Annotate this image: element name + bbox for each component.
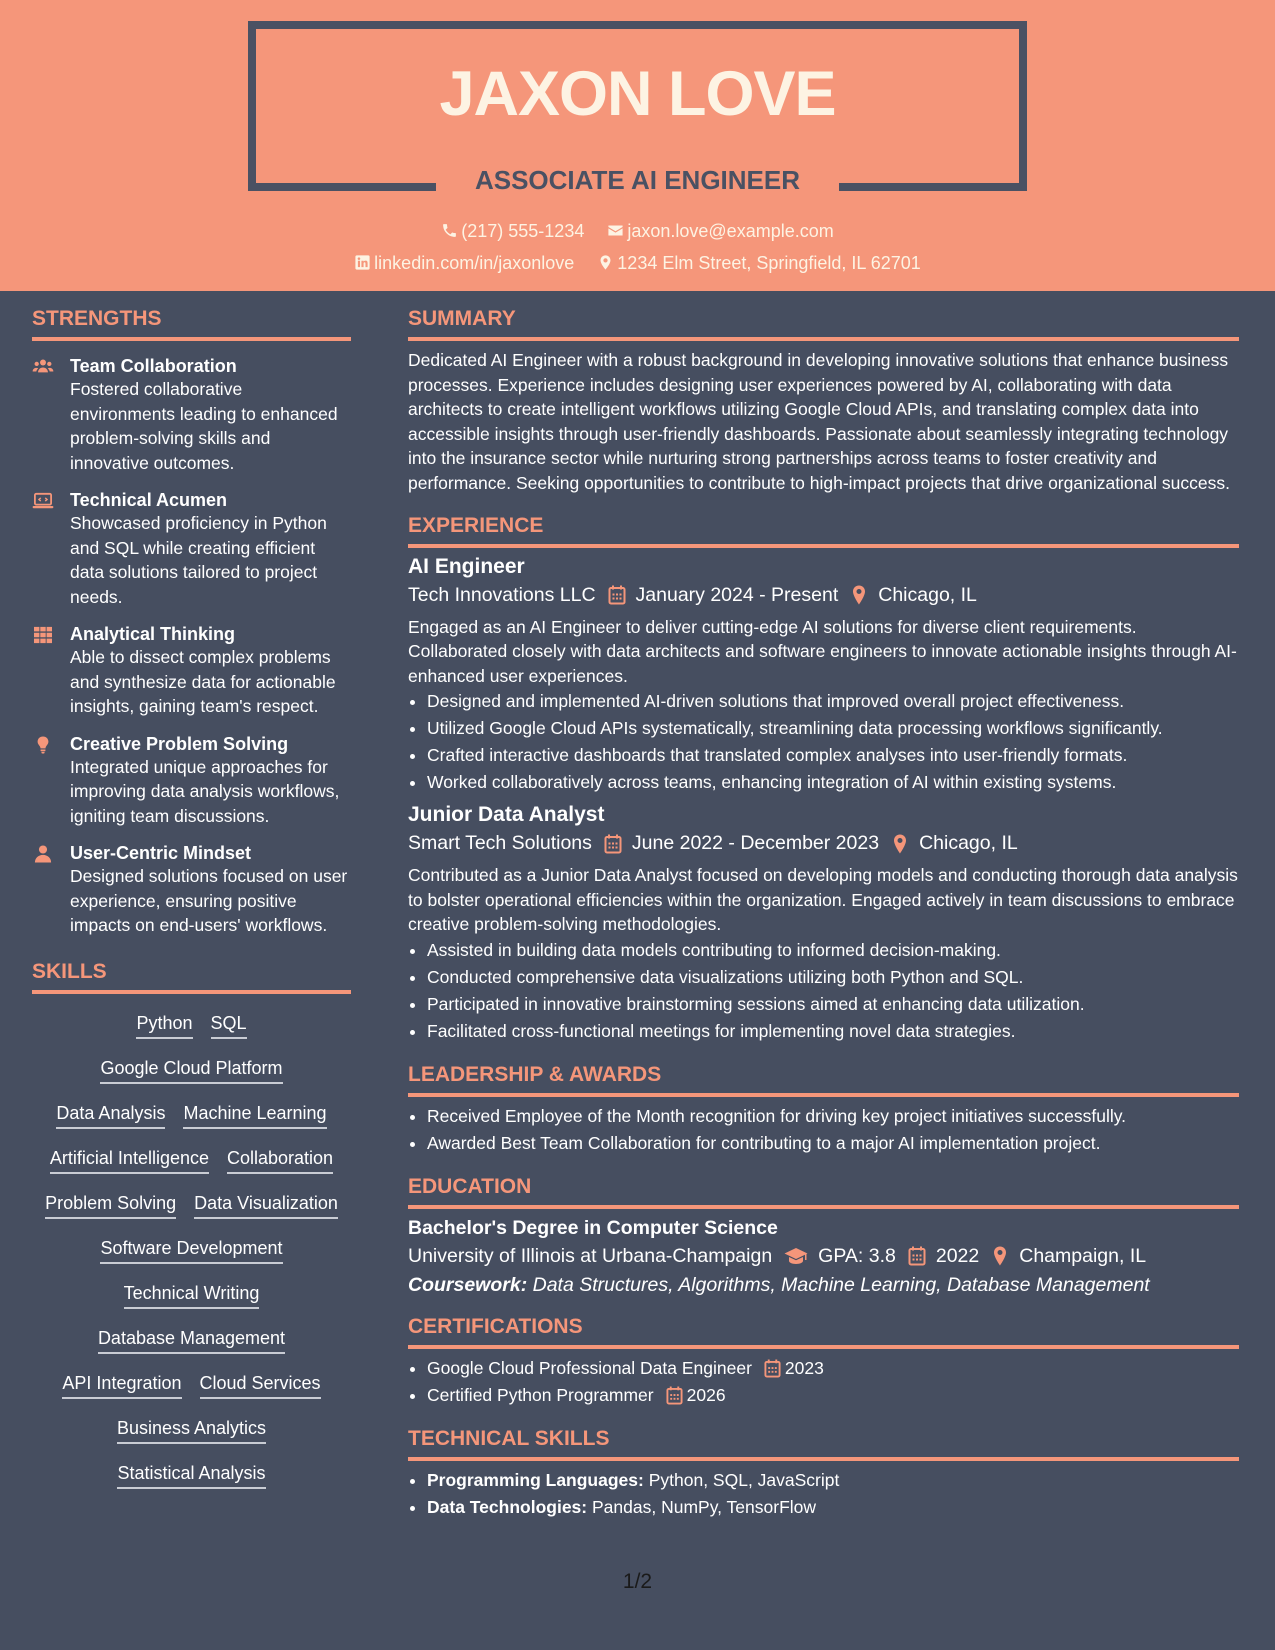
job-bullet: • Crafted interactive dashboards that translated complex analyses into user-friendly formats.: [427, 742, 1239, 769]
cert-year: 2026: [686, 1384, 726, 1405]
calendar-icon: [604, 834, 622, 854]
award-item: • Awarded Best Team Collaboration for contributing to a major AI implementation project.: [427, 1130, 1239, 1157]
strength-item: [32, 623, 351, 719]
tech-skill-item: [427, 1467, 1239, 1494]
strength-desc: Showcased proficiency in Python and SQL while creating efficient data solutions tailored to project needs.: [70, 513, 327, 607]
degree-title: Bachelor's Degree in Computer Science: [408, 1216, 778, 1239]
page-number: 1/2: [622, 1570, 653, 1593]
strength-title: Creative Problem Solving: [70, 733, 289, 754]
skill-row: [32, 1057, 351, 1102]
lightbulb-icon: [32, 736, 54, 754]
job-company: Smart Tech Solutions: [408, 832, 592, 855]
job-dates: June 2022 - December 2023: [631, 832, 880, 855]
job-description: Engaged as an AI Engineer to deliver cutting-edge AI solutions for diverse client requirements. Collaborated closely with data architects and software engineers to innovate actionable insights through AI-enhanced user experiences.: [408, 616, 1237, 686]
right-column: [408, 307, 1239, 1521]
strength-title: Technical Acumen: [70, 490, 228, 510]
cert-year: 2023: [784, 1357, 824, 1378]
certification-item: [427, 1355, 1239, 1382]
skill-tag: Data Analysis: [56, 1102, 165, 1129]
skill-tag: Business Analytics: [117, 1417, 266, 1444]
tech-skill-value: Python, SQL, JavaScript: [648, 1469, 840, 1490]
address-contact: [597, 253, 921, 274]
skill-tag: SQL: [211, 1012, 247, 1039]
left-column: [32, 307, 351, 1507]
school-location: Champaign, IL: [1019, 1244, 1147, 1267]
strength-desc: Able to dissect complex problems and synthesize data for actionable insights, gaining team's respect.: [70, 647, 336, 716]
graduation-cap-icon: [784, 1246, 808, 1266]
gpa: GPA: 3.8: [818, 1244, 896, 1267]
user-icon: [32, 845, 54, 863]
job-bullet: • Utilized Google Cloud APIs systematically, streamlining data processing workflows significantly.: [427, 715, 1239, 742]
cert-name: • Google Cloud Professional Data Engineer: [427, 1357, 752, 1378]
skills-section: [32, 960, 351, 1507]
skill-tag: Problem Solving: [45, 1192, 176, 1219]
certifications-section: [408, 1315, 1239, 1409]
skill-tag: Collaboration: [227, 1147, 333, 1174]
tech-skill-label: Data Technologies:: [427, 1496, 588, 1517]
skill-tag: Statistical Analysis: [117, 1462, 265, 1489]
job-entry: [408, 803, 1239, 1045]
summary-section: [408, 307, 1239, 496]
experience-heading: EXPERIENCE: [408, 514, 1239, 548]
calendar-icon: [666, 1386, 683, 1405]
phone-contact[interactable]: [441, 221, 584, 242]
skill-row: [32, 1102, 351, 1147]
skill-tag: Python: [136, 1012, 192, 1039]
skills-heading: SKILLS: [32, 960, 351, 994]
cert-name: • Certified Python Programmer: [427, 1384, 654, 1405]
strengths-heading: STRENGTHS: [32, 307, 351, 341]
skill-tag: API Integration: [62, 1372, 181, 1399]
strength-desc: Fostered collaborative environments leading to enhanced problem-solving skills and innovative outcomes.: [70, 379, 338, 473]
tech-skill-value: Pandas, NumPy, TensorFlow: [592, 1496, 817, 1517]
education-heading: EDUCATION: [408, 1175, 1239, 1209]
phone-icon: [441, 222, 458, 239]
skill-row: [32, 1282, 351, 1327]
map-pin-icon: [850, 585, 868, 605]
skill-tag: Software Development: [100, 1237, 282, 1264]
map-pin-icon: [597, 254, 614, 271]
job-meta: [408, 584, 1239, 607]
technical-skills-list: [408, 1467, 1239, 1521]
skill-row: [32, 1327, 351, 1372]
calendar-icon: [608, 585, 626, 605]
phone-text: (217) 555-1234: [461, 221, 585, 241]
summary-text: Dedicated AI Engineer with a robust background in developing innovative solutions that enhance business processes. Experience includes designing user experiences powered by AI, collaborating with data architects to create intelligent workflows utilizing Google Cloud APIs, and translating complex data into accessible insights through user-friendly dashboards. Passionate about seamlessly integrating technology into the insurance sector while nurturing strong partnerships across teams to foster creativity and performance. Seeking opportunities to contribute to high-impact projects that drive organizational success.: [408, 350, 1230, 493]
skill-row: [32, 1192, 351, 1237]
leadership-section: [408, 1063, 1239, 1157]
skill-row: [32, 1417, 351, 1462]
summary-heading: SUMMARY: [408, 307, 1239, 341]
calendar-icon: [908, 1246, 926, 1266]
technical-skills-heading: TECHNICAL SKILLS: [408, 1427, 1239, 1461]
job-title: ASSOCIATE AI ENGINEER: [474, 165, 801, 195]
envelope-icon: [607, 222, 624, 239]
skill-row: [32, 1012, 351, 1057]
job-dates: January 2024 - Present: [635, 583, 839, 606]
job-bullet: • Participated in innovative brainstorming sessions aimed at enhancing data utilization.: [427, 991, 1239, 1018]
certifications-heading: CERTIFICATIONS: [408, 1315, 1239, 1349]
job-location: Chicago, IL: [878, 583, 977, 606]
strength-item: [32, 489, 351, 609]
job-entry: [408, 555, 1239, 797]
map-pin-icon: [891, 834, 909, 854]
email-contact[interactable]: [607, 221, 833, 242]
job-bullet: • Assisted in building data models contributing to informed decision-making.: [427, 937, 1239, 964]
skill-row: [32, 1462, 351, 1507]
job-bullet: • Designed and implemented AI-driven solutions that improved overall project effectiveness.: [427, 688, 1239, 715]
graduation-year: 2022: [935, 1244, 980, 1267]
contact-row-1: [0, 221, 1275, 242]
skill-tag: Data Visualization: [194, 1192, 338, 1219]
school-name: University of Illinois at Urbana-Champaign: [408, 1244, 773, 1267]
laptop-code-icon: [32, 492, 54, 510]
education-section: [408, 1175, 1239, 1297]
linkedin-text: linkedin.com/in/jaxonlove: [374, 253, 575, 273]
strengths-section: [32, 307, 351, 938]
skill-tag: Machine Learning: [183, 1102, 326, 1129]
experience-section: [408, 514, 1239, 1045]
skill-tag: Cloud Services: [200, 1372, 321, 1399]
certifications-list: [408, 1355, 1239, 1409]
map-pin-icon: [991, 1246, 1009, 1266]
contact-row-2: [0, 253, 1275, 274]
leadership-list: [408, 1103, 1239, 1157]
job-location: Chicago, IL: [919, 832, 1018, 855]
strength-desc: Integrated unique approaches for improving data analysis workflows, igniting team discussions.: [70, 756, 340, 826]
job-bullet: • Worked collaboratively across teams, enhancing integration of AI within existing systems.: [427, 769, 1239, 796]
strength-desc: Designed solutions focused on user experience, ensuring positive impacts on end-users' workflows.: [70, 866, 348, 935]
skill-tag: Google Cloud Platform: [100, 1057, 282, 1084]
calendar-icon: [764, 1359, 781, 1378]
strength-item: [32, 733, 351, 829]
job-role: AI Engineer: [408, 554, 525, 578]
grid-icon: [32, 626, 54, 644]
strength-title: User-Centric Mindset: [70, 843, 252, 863]
job-bullets: [408, 937, 1239, 1045]
strength-item: [32, 842, 351, 938]
job-bullet: • Conducted comprehensive data visualizations utilizing both Python and SQL.: [427, 964, 1239, 991]
skills-list: [32, 994, 351, 1507]
address-text: 1234 Elm Street, Springfield, IL 62701: [617, 253, 921, 273]
job-company: Tech Innovations LLC: [408, 583, 596, 606]
certification-item: [427, 1382, 1239, 1409]
linkedin-contact[interactable]: [354, 253, 574, 274]
education-meta: [408, 1245, 1239, 1268]
skill-tag: Database Management: [98, 1327, 285, 1354]
skill-tag: Technical Writing: [124, 1282, 260, 1309]
job-bullets: [408, 688, 1239, 796]
candidate-name: JAXON LOVE: [439, 59, 836, 129]
coursework-list: Data Structures, Algorithms, Machine Learning, Database Management: [532, 1273, 1150, 1296]
skill-row: [32, 1372, 351, 1417]
skill-row: [32, 1237, 351, 1282]
linkedin-icon: [354, 254, 371, 271]
skill-row: [32, 1147, 351, 1192]
coursework: [408, 1274, 1239, 1297]
resume-header: [0, 0, 1275, 291]
skill-tag: Artificial Intelligence: [50, 1147, 209, 1174]
strength-title: Team Collaboration: [70, 356, 237, 376]
tech-skill-item: [427, 1494, 1239, 1521]
strength-title: Analytical Thinking: [70, 624, 236, 644]
technical-skills-section: [408, 1427, 1239, 1521]
leadership-heading: LEADERSHIP & AWARDS: [408, 1063, 1239, 1097]
tech-skill-label: Programming Languages:: [427, 1469, 644, 1490]
job-description: Contributed as a Junior Data Analyst focused on developing models and conducting thorough data analysis to bolster operational efficiencies within the organization. Engaged actively in team discussions to embrace creative problem-solving methodologies.: [408, 865, 1238, 935]
job-meta: [408, 832, 1239, 855]
coursework-label: Coursework:: [408, 1273, 528, 1296]
job-bullet: • Facilitated cross-functional meetings for implementing novel data strategies.: [427, 1018, 1239, 1045]
job-role: Junior Data Analyst: [408, 803, 605, 827]
award-item: • Received Employee of the Month recognition for driving key project initiatives successfully.: [427, 1103, 1239, 1130]
email-text: jaxon.love@example.com: [627, 221, 834, 241]
strength-item: [32, 355, 351, 475]
users-icon: [32, 358, 54, 376]
